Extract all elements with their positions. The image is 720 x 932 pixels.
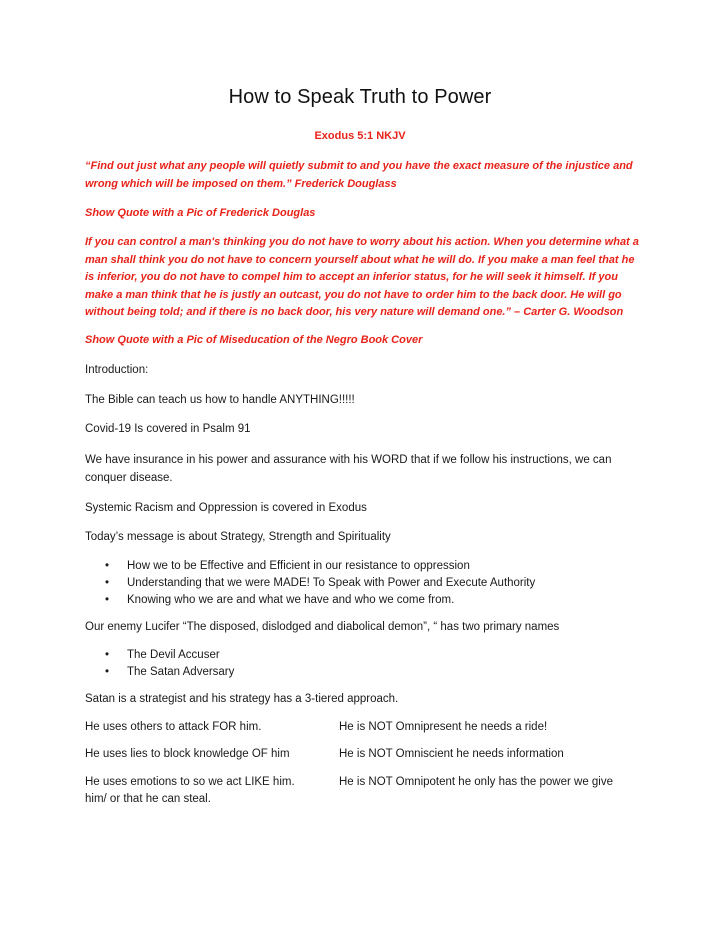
paragraph: Covid-19 Is covered in Psalm 91 bbox=[85, 423, 251, 435]
douglass-quote: “Find out just what any people will quietly submit to and you have the exact measure of the injustice and wrong which will be imposed on them.” Frederick Douglass bbox=[85, 160, 633, 190]
strategy-left: He uses emotions to so we act LIKE him. bbox=[85, 776, 295, 788]
list-item: • The Satan Adversary bbox=[85, 664, 234, 681]
paragraph: Systemic Racism and Oppression is covered in Exodus bbox=[85, 502, 367, 514]
douglass-pic-note: Show Quote with a Pic of Frederick Douglas bbox=[85, 207, 316, 219]
list-item: • How we to be Effective and Efficient in our resistance to oppression bbox=[85, 558, 535, 575]
paragraph: We have insurance in his power and assurance with his WORD that if we follow his instructions, we can conquer disease. bbox=[85, 454, 612, 484]
strategy-left: He uses others to attack FOR him. bbox=[85, 721, 262, 733]
page-title: How to Speak Truth to Power bbox=[228, 86, 492, 108]
list-item: • The Devil Accuser bbox=[85, 647, 234, 664]
scripture-reference: Exodus 5:1 NKJV bbox=[314, 130, 406, 142]
paragraph: Our enemy Lucifer “The disposed, dislodged and diabolical demon”, “ has two primary names bbox=[85, 621, 560, 633]
paragraph: The Bible can teach us how to handle ANYTHING!!!!! bbox=[85, 394, 355, 406]
paragraph: Today’s message is about Strategy, Strength and Spirituality bbox=[85, 531, 391, 543]
list-item: • Understanding that we were MADE! To Speak with Power and Execute Authority bbox=[85, 575, 535, 592]
woodson-quote: If you can control a man's thinking you do not have to worry about his action. When you determine what a man shall think you do not have to concern yourself about what he will do. If you make a man feel that he is inferior, you do not have to compel him to accept an inferior status, for he will seek it himself. If you make a man think that he is justly an outcast, you do not have to order him to the back door. He will go without being told; and if there is no back door, his very nature will demand one.” – Carter G. Woodson bbox=[85, 236, 639, 318]
paragraph: Satan is a strategist and his strategy has a 3-tiered approach. bbox=[85, 693, 399, 705]
bullet-list-names bbox=[85, 647, 234, 681]
book-cover-note: Show Quote with a Pic of Miseducation of the Negro Book Cover bbox=[85, 334, 423, 346]
list-item: • Knowing who we are and what we have and who we come from. bbox=[85, 592, 535, 609]
strategy-left: He uses lies to block knowledge OF him bbox=[85, 748, 290, 760]
strategy-right: He is NOT Omnipotent he only has the power we give bbox=[339, 776, 614, 788]
strategy-continuation: him/ or that he can steal. bbox=[85, 793, 211, 805]
strategy-right: He is NOT Omniscient he needs information bbox=[339, 748, 564, 760]
strategy-right: He is NOT Omnipresent he needs a ride! bbox=[339, 721, 548, 733]
introduction-heading: Introduction: bbox=[85, 364, 149, 376]
bullet-list-approach bbox=[85, 558, 535, 608]
